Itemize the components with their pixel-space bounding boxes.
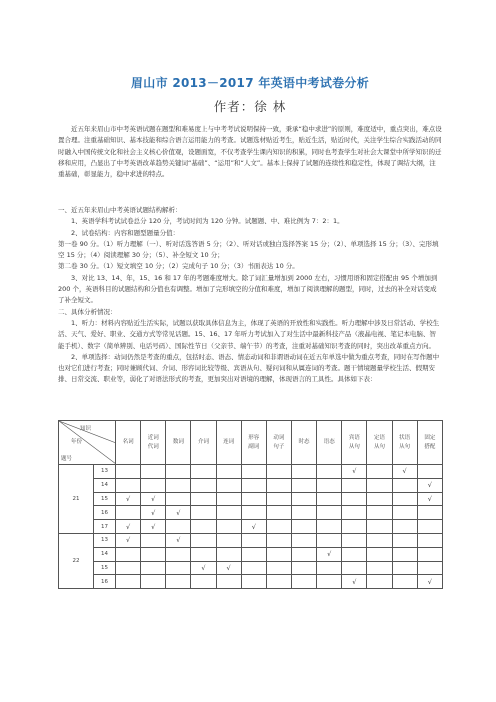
- table-header-row: [59, 421, 443, 465]
- table-cell: [342, 533, 367, 547]
- check-mark: √: [151, 522, 156, 531]
- table-cell: [191, 575, 216, 589]
- column-header: [417, 421, 442, 465]
- table-cell: [166, 506, 191, 520]
- table-cell: [317, 533, 342, 547]
- year-cell: 14: [94, 547, 116, 561]
- column-header-label: 介词: [197, 439, 209, 445]
- table-cell: [241, 478, 266, 492]
- year-cell: 14: [94, 478, 116, 492]
- column-header-label: 时态: [298, 439, 310, 445]
- table-cell: [241, 520, 266, 534]
- table-cell: [342, 547, 367, 561]
- table-cell: [367, 561, 392, 575]
- table-cell: [141, 506, 166, 520]
- table-cell: [266, 506, 291, 520]
- table-row: [59, 478, 443, 492]
- table-cell: [116, 561, 141, 575]
- table-cell: [241, 533, 266, 547]
- table-cell: [417, 478, 442, 492]
- table-cell: [342, 575, 367, 589]
- table-cell: [417, 520, 442, 534]
- table-cell: [191, 547, 216, 561]
- table-cell: [317, 561, 342, 575]
- table-cell: [191, 492, 216, 506]
- intro-text: 近五年来眉山市中考英语试题在题型和难易度上与中考考试说明保持一致，秉承“稳中求进”的原则，难度适中，重点突出，难点设置合理。注重基础知识、基本技能和综合语言运用能力的考查。试题选材贴近考生，贴近生活，贴近时代，关注学生综合实践活动的同时融入中国传统文化和社会主义核心价值观，设题面宽，不仅考查学生课内知识的积累，同时也考查学生对社会大课堂中所学知识的迁移和应用，凸显出了中考英语改革趋势关键词“基础”、“运用”和“人文”。基本上保持了试题的连续性和稳定性，体现了调结大纲，注重基础，彰显能力，稳中求进的特点。: [58, 125, 442, 179]
- table-cell: [216, 465, 241, 479]
- check-mark: √: [402, 467, 407, 476]
- table-cell: [166, 478, 191, 492]
- table-cell: [342, 520, 367, 534]
- column-header-label: 连词: [223, 439, 235, 445]
- table-cell: [392, 465, 417, 479]
- check-mark: √: [151, 508, 156, 517]
- table-cell: [392, 575, 417, 589]
- table-cell: [241, 492, 266, 506]
- column-header: [216, 421, 241, 465]
- check-mark: √: [176, 536, 181, 545]
- table-cell: [266, 575, 291, 589]
- table-cell: [342, 465, 367, 479]
- check-mark: √: [125, 522, 131, 531]
- year-cell: 13: [94, 465, 116, 479]
- table-cell: [317, 492, 342, 506]
- check-mark: √: [151, 494, 156, 503]
- table-cell: [367, 520, 392, 534]
- table-cell: [216, 561, 241, 575]
- section2-item-2: 2、单项选择：动词仍然是考查的重点，包括时态、语态、情态动词和非谓语动词在近五年单选中做为重点考查，同时在写作题中也对它们进行考查；同时兼顾代词、介词、形容词比较等级、宾语从句、疑问词和从属连词的考查。题干情境题量学校生活、假期安排、日常交流、职业等，弱化了对语法形式的考查，更加突出对语境的理解，体现语言的工具性。具体如下表：: [58, 352, 440, 384]
- table-cell: [141, 520, 166, 534]
- table-cell: [166, 492, 191, 506]
- column-header-label: 数词: [172, 439, 184, 445]
- column-header: [291, 421, 316, 465]
- table-cell: [116, 465, 141, 479]
- table-cell: [191, 561, 216, 575]
- year-cell: 17: [94, 520, 116, 534]
- table-cell: [367, 533, 392, 547]
- column-header-label: 近词 代词: [147, 434, 159, 450]
- check-mark: √: [226, 563, 231, 572]
- table-cell: [166, 561, 191, 575]
- table-cell: [317, 506, 342, 520]
- table-cell: [141, 478, 166, 492]
- section2-item-1: 1、听力：材料内容贴近生活实际，试题以获取具体信息为主，体现了英语的开放性和实践性。听力理解中涉及日常活动、学校生活、天气、爱好、职业、交通方式等常见话题。15、16、17 年听力考试加入了对生活中最新科技产品（液晶电视、笔记本电脑、智能手机）、数字（简单辨别、电话号码）、国际性节日（父亲节、端午节）的考查，注重对基础知识考查的同时，突出改革重点方向。: [58, 318, 440, 350]
- table-cell: [116, 478, 141, 492]
- intro-paragraph: [58, 124, 442, 180]
- check-mark: √: [251, 522, 256, 531]
- year-cell: 15: [94, 561, 116, 575]
- table-cell: [241, 561, 266, 575]
- table-cell: [392, 478, 417, 492]
- column-header-label: 状语 从句: [399, 434, 411, 450]
- table-cell: [141, 465, 166, 479]
- table-cell: [266, 533, 291, 547]
- table-cell: [116, 492, 141, 506]
- column-header: [342, 421, 367, 465]
- check-mark: √: [125, 494, 131, 503]
- table-cell: [241, 547, 266, 561]
- analysis-table: [58, 420, 443, 589]
- table-cell: [141, 561, 166, 575]
- table-cell: [367, 478, 392, 492]
- section1-item-1: 1、英语学科考试试卷总分 120 分，考试时间为 120 分钟。试题题、中、难比例为 7：2：1。: [71, 217, 344, 226]
- table-cell: [367, 492, 392, 506]
- check-mark: √: [125, 536, 131, 545]
- table-cell: [191, 533, 216, 547]
- corner-label-knowledge: 知识: [80, 426, 92, 432]
- column-header-label: 形容 副词: [248, 434, 260, 450]
- check-mark: √: [427, 494, 432, 503]
- table-cell: [291, 506, 316, 520]
- table-cell: [291, 561, 316, 575]
- column-header: [241, 421, 266, 465]
- table-cell: [291, 492, 316, 506]
- table-cell: [291, 547, 316, 561]
- table-cell: [342, 492, 367, 506]
- table-row: [59, 492, 443, 506]
- table-row: [59, 561, 443, 575]
- table-cell: [392, 533, 417, 547]
- table-cell: [166, 465, 191, 479]
- table-cell: [317, 520, 342, 534]
- table-cell: [116, 520, 141, 534]
- table-cell: [367, 575, 392, 589]
- table-cell: [241, 506, 266, 520]
- column-header: [166, 421, 191, 465]
- table-cell: [417, 547, 442, 561]
- table-cell: [266, 520, 291, 534]
- column-header: [392, 421, 417, 465]
- table-cell: [116, 533, 141, 547]
- column-header-label: 语态: [323, 439, 335, 445]
- table-cell: [191, 478, 216, 492]
- table-row: [59, 506, 443, 520]
- table-row: [59, 547, 443, 561]
- check-mark: √: [427, 481, 432, 490]
- table-cell: [266, 547, 291, 561]
- section1-item-4: 第二卷 30 分。（1）短文填空 10 分；（2）完成句子 10 分；（3）书面表达 10 分。: [58, 262, 299, 271]
- check-mark: √: [327, 550, 332, 559]
- column-header: [367, 421, 392, 465]
- document-title: 眉山市 2013－2017 年英语中考试卷分析: [130, 76, 370, 90]
- column-header: [266, 421, 291, 465]
- table-cell: [116, 547, 141, 561]
- column-header: [191, 421, 216, 465]
- table-cell: [216, 533, 241, 547]
- year-cell: 15: [94, 492, 116, 506]
- column-header-label: 宾语 从句: [348, 434, 360, 450]
- table-cell: [291, 520, 316, 534]
- column-header-label: 名词: [122, 439, 134, 445]
- table-cell: [216, 575, 241, 589]
- table-cell: [342, 478, 367, 492]
- year-cell: 13: [94, 533, 116, 547]
- table-cell: [191, 506, 216, 520]
- table-cell: [116, 575, 141, 589]
- table-cell: [166, 547, 191, 561]
- table-cell: [367, 547, 392, 561]
- table-cell: [241, 575, 266, 589]
- table-cell: [291, 478, 316, 492]
- year-cell: 16: [94, 506, 116, 520]
- table-cell: [317, 575, 342, 589]
- table-cell: [216, 478, 241, 492]
- table-cell: [216, 506, 241, 520]
- author-line: 作者：徐 林: [213, 99, 287, 114]
- section1-item-2: 2、试卷结构：内容和题型题量分值：: [71, 228, 180, 237]
- table-cell: [317, 478, 342, 492]
- check-mark: √: [176, 508, 181, 517]
- table-cell: [166, 520, 191, 534]
- table-cell: [216, 520, 241, 534]
- table-cell: [266, 478, 291, 492]
- check-mark: √: [352, 577, 357, 586]
- column-header-label: 固定 搭配: [424, 434, 436, 450]
- table-row: [59, 465, 443, 479]
- table-row: [59, 575, 443, 589]
- section2-heading: 二、具体分析情况：: [58, 307, 117, 316]
- table-cell: [392, 561, 417, 575]
- table-cell: [266, 492, 291, 506]
- table-cell: [392, 506, 417, 520]
- table-cell: [392, 520, 417, 534]
- table-cell: [116, 506, 141, 520]
- table-cell: [141, 492, 166, 506]
- table-cell: [166, 575, 191, 589]
- table-cell: [291, 533, 316, 547]
- table-cell: [291, 575, 316, 589]
- table-cell: [342, 506, 367, 520]
- table-cell: [241, 465, 266, 479]
- table-cell: [367, 465, 392, 479]
- section1-item-3: 第一卷 90 分。（1）听力理解（一）、听对话选答语 5 分；（2）、听对话或独白选择答案 15 分；（2）、单项选择 15 分；（3）、完形填空 15 分；（4）阅读理解 30 分；（5）、补全短文 10 分；: [58, 239, 439, 260]
- table-cell: [291, 465, 316, 479]
- table-cell: [317, 465, 342, 479]
- table-cell: [417, 465, 442, 479]
- table-cell: [392, 492, 417, 506]
- table-cell: [317, 547, 342, 561]
- column-header-label: 动词 句子: [273, 434, 285, 450]
- table-cell: [216, 547, 241, 561]
- column-header: [317, 421, 342, 465]
- check-mark: √: [427, 577, 432, 586]
- check-mark: √: [352, 467, 357, 476]
- table-cell: [367, 506, 392, 520]
- section1-heading: 一、近五年来眉山中考英语试题结构解析：: [58, 206, 182, 214]
- table-cell: [266, 561, 291, 575]
- column-header: [141, 421, 166, 465]
- table-cell: [392, 547, 417, 561]
- table-cell: [191, 520, 216, 534]
- table-cell: [417, 533, 442, 547]
- check-mark: √: [201, 563, 206, 572]
- table-cell: [141, 575, 166, 589]
- table-cell: [417, 561, 442, 575]
- table-corner-cell: [59, 421, 116, 465]
- corner-label-question: 题号: [61, 456, 73, 462]
- table-cell: [141, 533, 166, 547]
- table-cell: [417, 492, 442, 506]
- table-cell: [417, 506, 442, 520]
- table-cell: [266, 465, 291, 479]
- column-header: [116, 421, 141, 465]
- question-number-cell: 22: [59, 533, 94, 588]
- table-cell: [342, 561, 367, 575]
- column-header-label: 定语 从句: [373, 434, 385, 450]
- table-cell: [417, 575, 442, 589]
- table-cell: [191, 465, 216, 479]
- body-sections: [58, 205, 442, 386]
- table-cell: [166, 533, 191, 547]
- table-row: [59, 533, 443, 547]
- table-cell: [141, 547, 166, 561]
- corner-label-year: 年份: [71, 439, 83, 445]
- table-row: [59, 520, 443, 534]
- table-cell: [216, 492, 241, 506]
- section1-item-5: 3、对比 13、14、年，15、16 和 17 年的考题难度增大。除了词汇量增加到 2000 左右，习惯用语和固定搭配由 95 个增加到 200 个，英语科目的试题结构和分值也有调整。增加了完形填空的分值和难度，增加了阅读理解的题型，同时，过去的补全对话变成了补全短文。: [58, 273, 438, 305]
- question-number-cell: 21: [59, 465, 94, 534]
- year-cell: 16: [94, 575, 116, 589]
